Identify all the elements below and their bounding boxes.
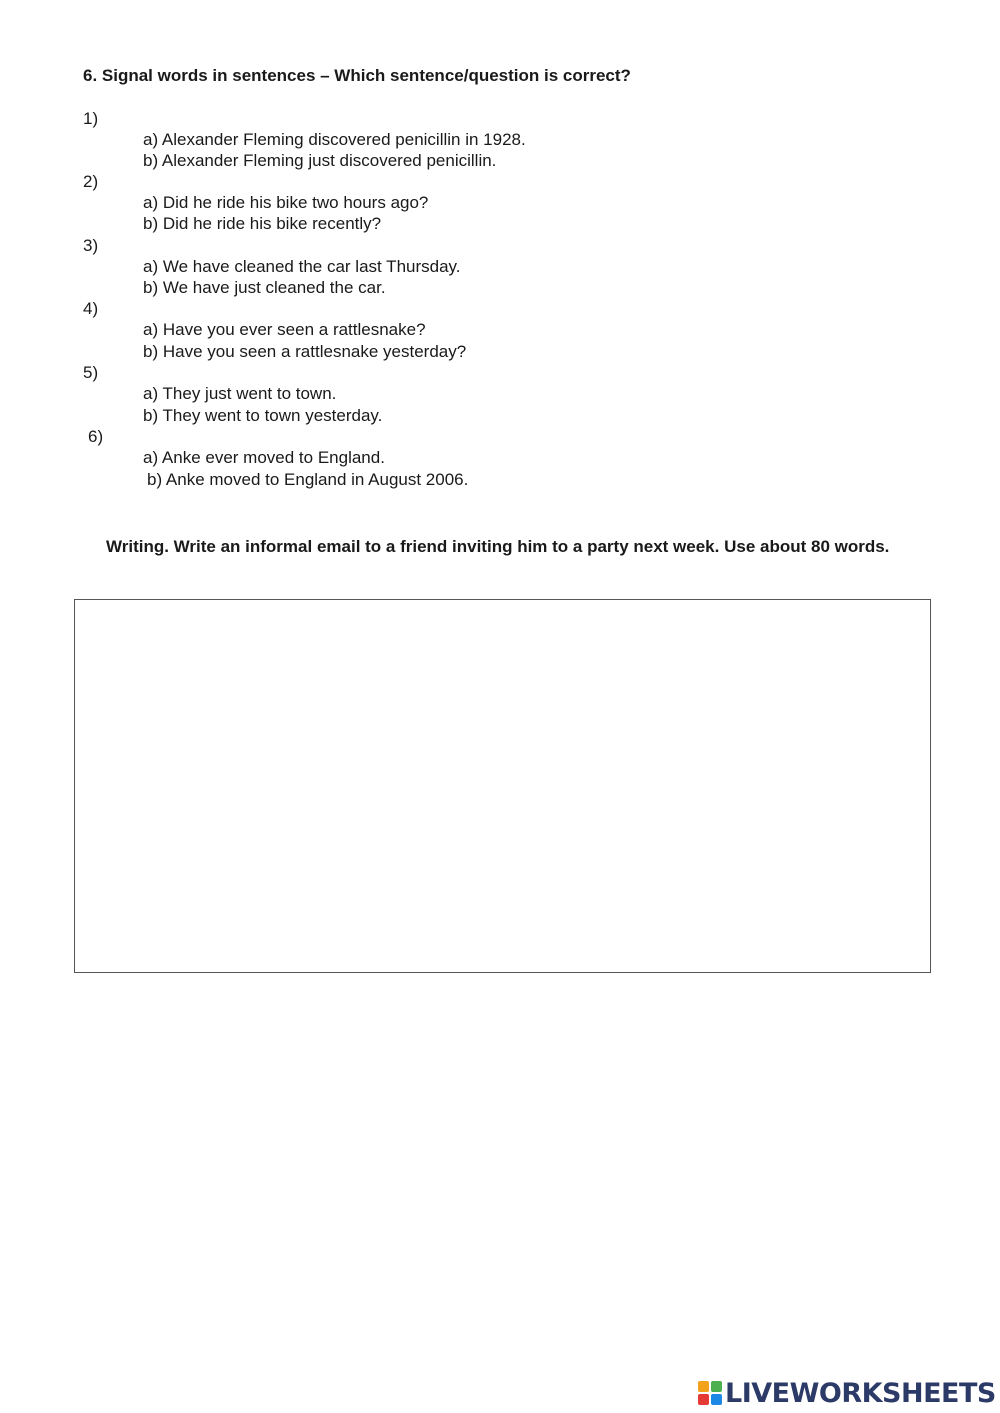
- option-b: b) They went to town yesterday.: [143, 406, 383, 425]
- option-b: b) Did he ride his bike recently?: [143, 214, 382, 233]
- logo-square-icon: [698, 1394, 709, 1405]
- exercise-title: 6. Signal words in sentences – Which sentence/question is correct?: [83, 66, 631, 85]
- logo-square-icon: [711, 1381, 722, 1392]
- liveworksheets-logo-icon: [698, 1381, 722, 1405]
- option-a: a) Alexander Fleming discovered penicillin in 1928.: [143, 130, 526, 149]
- liveworksheets-logo: [698, 1378, 996, 1408]
- option-a: a) They just went to town.: [143, 384, 337, 403]
- logo-text: LIVEWORKSHEETS: [725, 1377, 996, 1409]
- question-number: 5): [83, 363, 99, 382]
- option-b: b) Anke moved to England in August 2006.: [147, 470, 469, 489]
- option-a: a) Have you ever seen a rattlesnake?: [143, 320, 426, 339]
- option-a: a) We have cleaned the car last Thursday.: [143, 257, 461, 276]
- option-b: b) Alexander Fleming just discovered penicillin.: [143, 151, 497, 170]
- question-number: 4): [83, 299, 99, 318]
- option-a: a) Did he ride his bike two hours ago?: [143, 193, 429, 212]
- question-number: 2): [83, 172, 99, 191]
- question-number: 6): [88, 427, 104, 446]
- option-a: a) Anke ever moved to England.: [143, 448, 385, 467]
- logo-square-icon: [711, 1394, 722, 1405]
- logo-square-icon: [698, 1381, 709, 1392]
- question-number: 3): [83, 236, 99, 255]
- writing-instruction: Writing. Write an informal email to a friend inviting him to a party next week. Use about 80 words.: [106, 537, 890, 556]
- question-number: 1): [83, 109, 99, 128]
- option-b: b) Have you seen a rattlesnake yesterday?: [143, 342, 467, 361]
- writing-answer-box[interactable]: [74, 599, 931, 973]
- option-b: b) We have just cleaned the car.: [143, 278, 386, 297]
